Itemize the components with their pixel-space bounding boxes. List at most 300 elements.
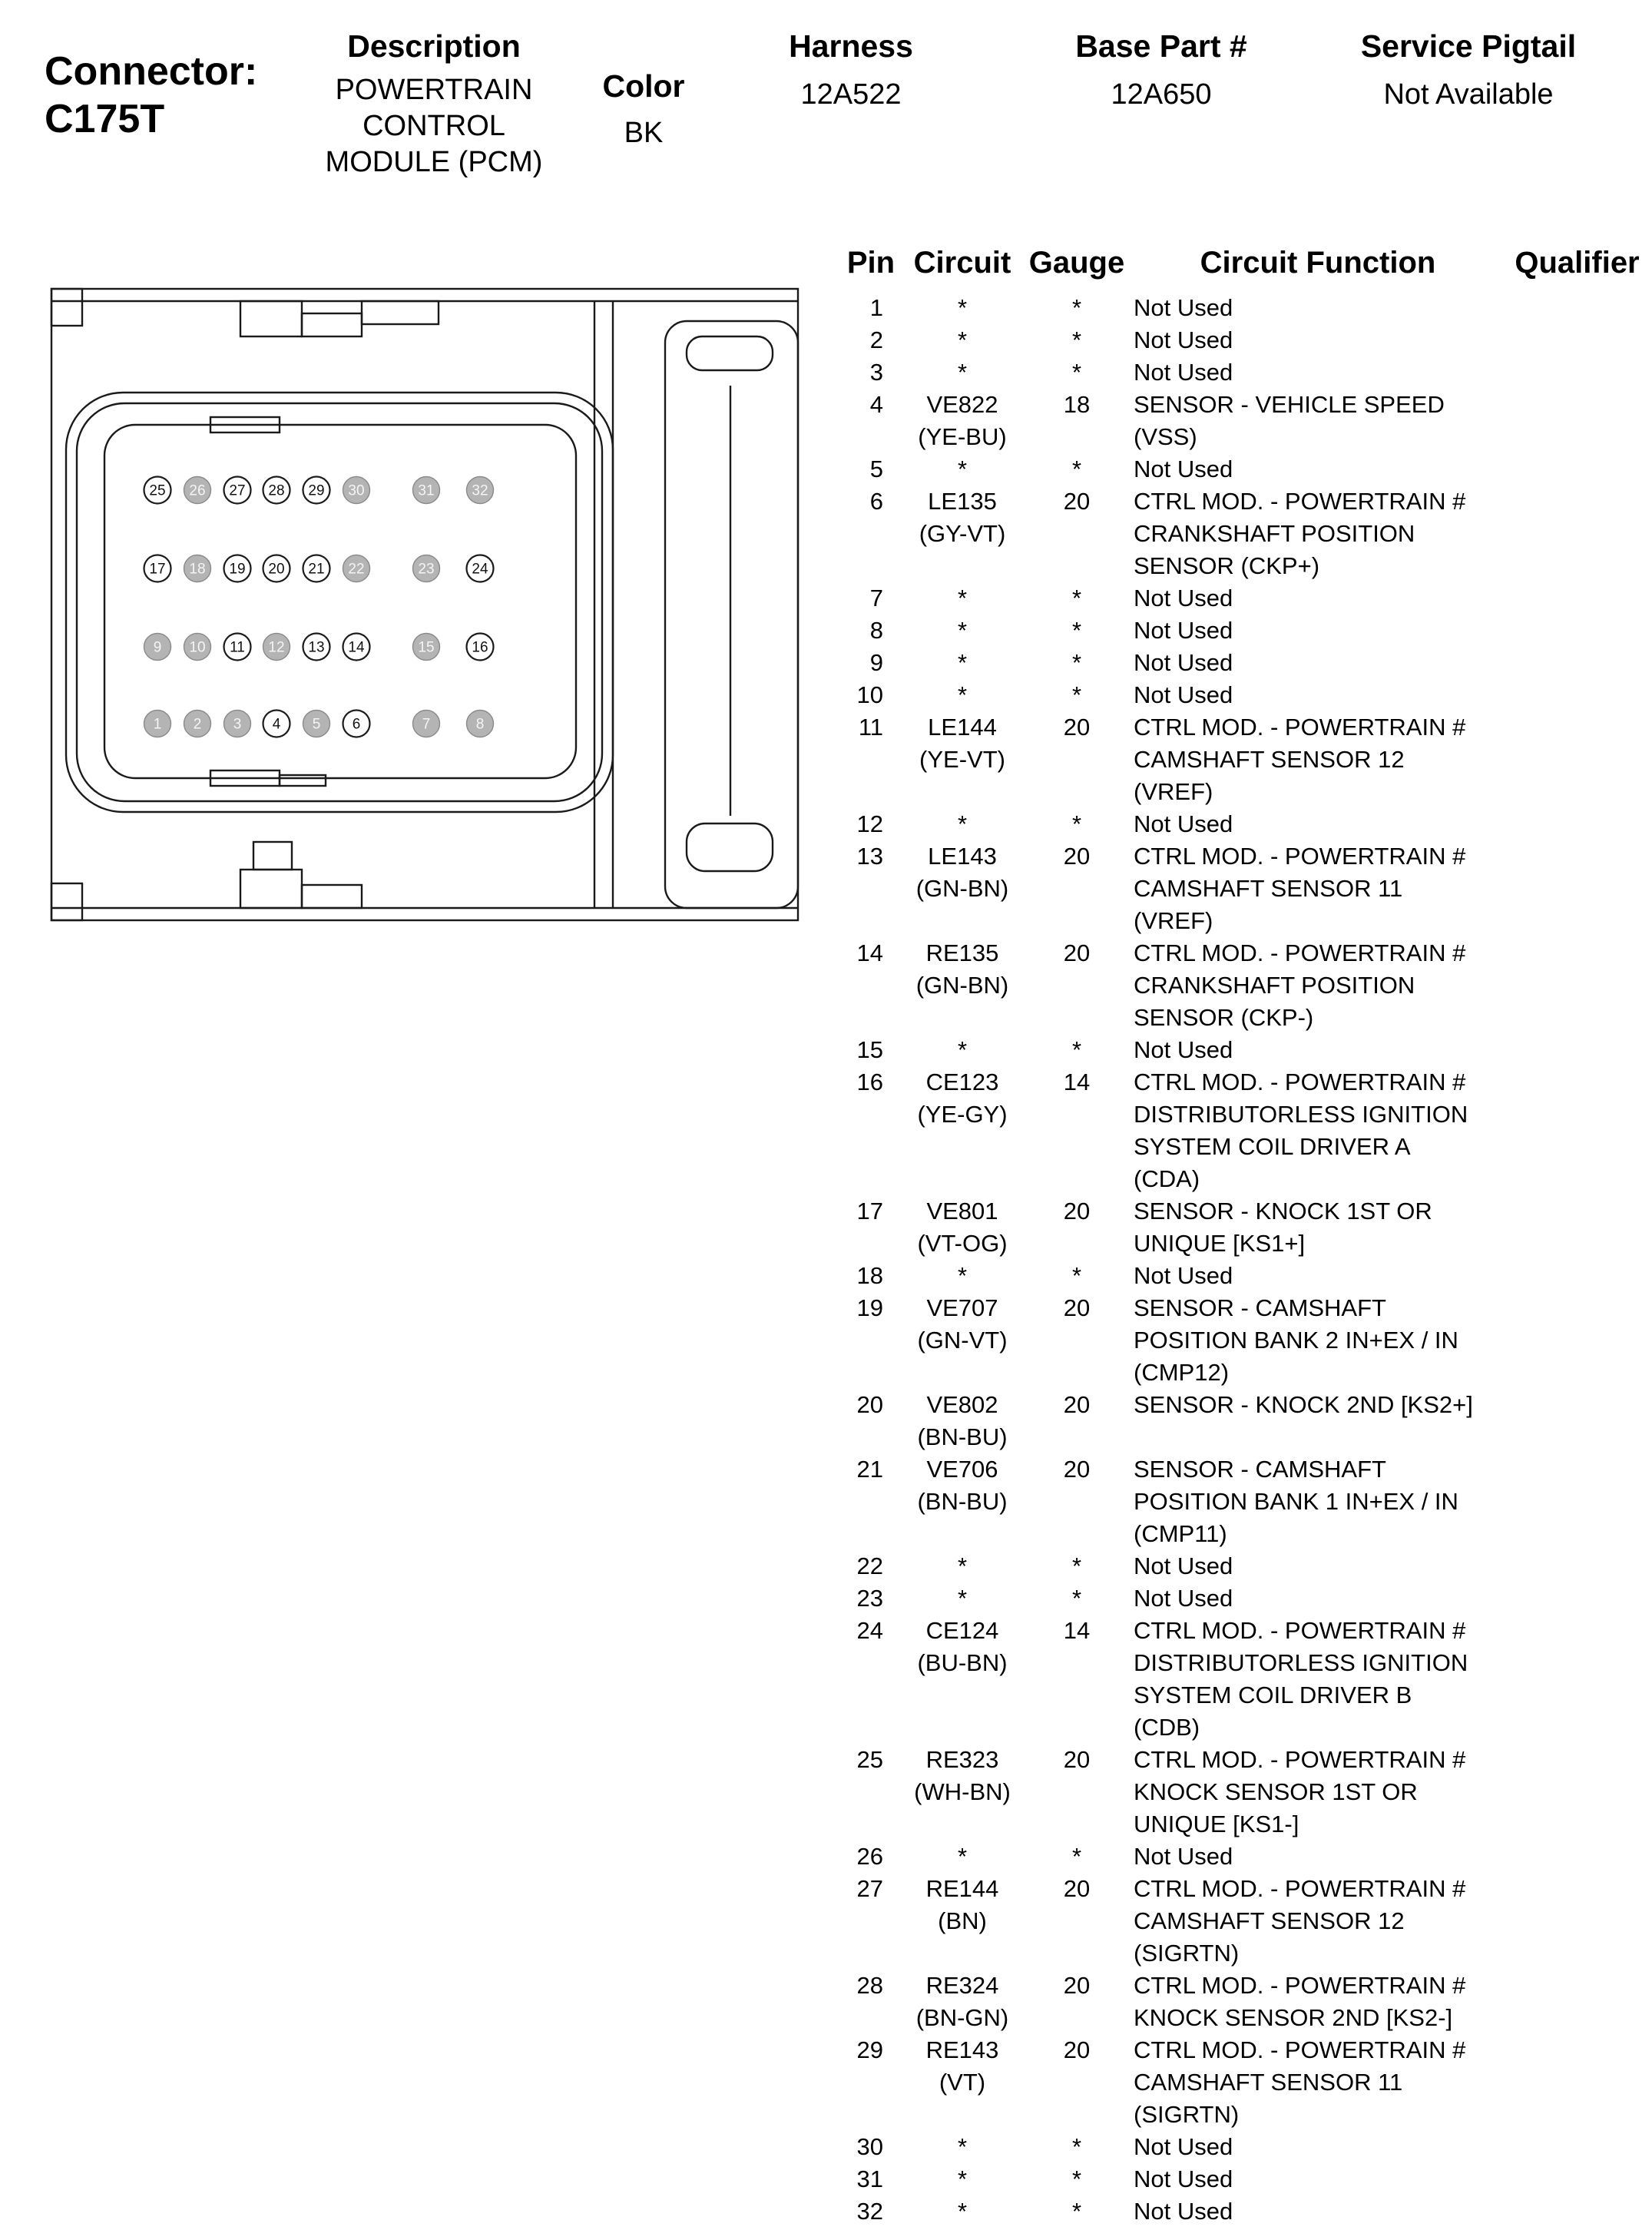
pin-cell bbox=[837, 485, 905, 518]
table-row bbox=[837, 1066, 1652, 1195]
function-cell bbox=[1134, 808, 1502, 840]
circuit-cell-line: * bbox=[957, 617, 968, 644]
function-cell-line: (VREF) bbox=[1134, 778, 1213, 805]
circuit-cell bbox=[905, 1034, 1020, 1066]
circuit-cell bbox=[905, 2163, 1020, 2195]
circuit-cell-line: (BN-BU) bbox=[917, 1488, 1008, 1515]
table-row bbox=[837, 1582, 1652, 1615]
function-cell-line: Not Used bbox=[1134, 456, 1233, 482]
gauge-cell bbox=[1020, 2034, 1134, 2066]
circuit-cell bbox=[905, 453, 1020, 485]
function-cell bbox=[1134, 1389, 1502, 1421]
gauge-cell-line: 20 bbox=[1063, 1456, 1091, 1483]
gauge-cell-line: 18 bbox=[1063, 391, 1091, 418]
pin-cell-line: 18 bbox=[856, 1262, 883, 1289]
pin-cell-line: 25 bbox=[856, 1746, 883, 1773]
gauge-cell-line: * bbox=[1071, 2198, 1082, 2225]
circuit-cell-line: (YE-BU) bbox=[918, 423, 1007, 450]
function-cell bbox=[1134, 1550, 1502, 1582]
gauge-cell bbox=[1020, 1453, 1134, 1486]
pin-cell-line: 31 bbox=[856, 2165, 883, 2192]
gauge-cell bbox=[1020, 1550, 1134, 1582]
pin-table-header bbox=[837, 244, 1652, 281]
gauge-cell-line: * bbox=[1071, 649, 1082, 676]
base-part-label: Base Part # bbox=[1075, 28, 1247, 64]
circuit-cell-line: * bbox=[957, 1262, 968, 1289]
function-cell bbox=[1134, 1195, 1502, 1260]
function-cell bbox=[1134, 1873, 1502, 1970]
pin-cell-line: 1 bbox=[869, 294, 883, 321]
gauge-cell bbox=[1020, 1066, 1134, 1098]
circuit-cell bbox=[905, 1582, 1020, 1615]
function-cell-line: (VREF) bbox=[1134, 907, 1213, 934]
pin-cell bbox=[837, 453, 905, 485]
gauge-cell-line: * bbox=[1071, 1585, 1082, 1612]
description-label: Description bbox=[347, 28, 521, 64]
circuit-cell-line: RE135 bbox=[925, 939, 999, 966]
pin-cell-line: 30 bbox=[856, 2133, 883, 2160]
pin-cell bbox=[837, 1615, 905, 1647]
gauge-cell bbox=[1020, 1744, 1134, 1776]
circuit-cell-line: * bbox=[957, 810, 968, 837]
gauge-cell-line: * bbox=[1071, 681, 1082, 708]
gauge-cell-line: * bbox=[1071, 617, 1082, 644]
table-row bbox=[837, 1841, 1652, 1873]
function-cell-line: CTRL MOD. - POWERTRAIN # bbox=[1134, 2036, 1466, 2063]
function-cell-line: Not Used bbox=[1134, 294, 1233, 321]
table-row bbox=[837, 453, 1652, 485]
function-cell-line: KNOCK SENSOR 2ND [KS2-] bbox=[1134, 2004, 1453, 2031]
circuit-cell-line: RE324 bbox=[925, 1972, 999, 1999]
function-cell bbox=[1134, 1292, 1502, 1389]
table-row bbox=[837, 1615, 1652, 1744]
gauge-cell-line: 20 bbox=[1063, 1391, 1091, 1418]
pin-cell bbox=[837, 1873, 905, 1905]
circuit-cell-line: (VT) bbox=[939, 2069, 986, 2096]
gauge-cell bbox=[1020, 1195, 1134, 1228]
pin-cell-line: 17 bbox=[856, 1198, 883, 1224]
pin-cell bbox=[837, 1970, 905, 2002]
gauge-cell bbox=[1020, 453, 1134, 485]
gauge-cell-line: * bbox=[1071, 1036, 1082, 1063]
circuit-cell-line: * bbox=[957, 294, 968, 321]
function-cell bbox=[1134, 1744, 1502, 1841]
pin-2-number: 2 bbox=[193, 716, 202, 733]
table-row bbox=[837, 1970, 1652, 2034]
circuit-cell-line: (GN-BN) bbox=[915, 875, 1009, 902]
col-header-circuit: Circuit bbox=[913, 246, 1011, 280]
pin-13-number: 13 bbox=[308, 639, 325, 656]
table-row bbox=[837, 808, 1652, 840]
circuit-cell bbox=[905, 1744, 1020, 1808]
pin-cell bbox=[837, 1260, 905, 1292]
circuit-cell bbox=[905, 485, 1020, 550]
circuit-cell-line: LE144 bbox=[928, 714, 997, 741]
function-cell bbox=[1134, 1034, 1502, 1066]
gauge-cell bbox=[1020, 324, 1134, 356]
pin-cell-line: 20 bbox=[856, 1391, 883, 1418]
function-cell-line: CRANKSHAFT POSITION bbox=[1134, 972, 1415, 999]
connector-diagram bbox=[45, 286, 824, 939]
circuit-cell bbox=[905, 937, 1020, 1002]
table-row bbox=[837, 1292, 1652, 1389]
harness-value: 12A522 bbox=[800, 78, 902, 111]
pin-cell-line: 29 bbox=[856, 2036, 883, 2063]
gauge-cell-line: 20 bbox=[1063, 1294, 1091, 1321]
pin-cell-line: 14 bbox=[856, 939, 883, 966]
service-pigtail-label: Service Pigtail bbox=[1360, 28, 1577, 64]
table-row bbox=[837, 582, 1652, 615]
function-cell-line: CTRL MOD. - POWERTRAIN # bbox=[1134, 1972, 1466, 1999]
pin-cell-line: 8 bbox=[869, 617, 883, 644]
circuit-cell-line: CE124 bbox=[925, 1617, 999, 1644]
gauge-cell bbox=[1020, 1841, 1134, 1873]
circuit-cell-line: * bbox=[957, 456, 968, 482]
pin-cell-line: 26 bbox=[856, 1843, 883, 1870]
pin-6-number: 6 bbox=[352, 716, 361, 733]
table-row bbox=[837, 647, 1652, 679]
gauge-cell bbox=[1020, 840, 1134, 873]
pin-7-number: 7 bbox=[422, 716, 431, 733]
gauge-cell bbox=[1020, 647, 1134, 679]
pin-15-number: 15 bbox=[418, 639, 435, 656]
function-cell-line: DISTRIBUTORLESS IGNITION bbox=[1134, 1649, 1468, 1676]
pin-cell bbox=[837, 582, 905, 615]
table-row bbox=[837, 292, 1652, 324]
pin-cell bbox=[837, 1292, 905, 1324]
color-label: Color bbox=[602, 68, 685, 104]
circuit-cell-line: (BN) bbox=[938, 1907, 987, 1934]
function-cell-line: CTRL MOD. - POWERTRAIN # bbox=[1134, 1617, 1466, 1644]
gauge-cell-line: 20 bbox=[1063, 1198, 1091, 1224]
gauge-cell bbox=[1020, 2195, 1134, 2228]
function-cell-line: CTRL MOD. - POWERTRAIN # bbox=[1134, 939, 1466, 966]
function-cell-line: SENSOR - CAMSHAFT bbox=[1134, 1294, 1386, 1321]
gauge-cell-line: 20 bbox=[1063, 1746, 1091, 1773]
connector-label: Connector: bbox=[45, 49, 258, 94]
gauge-cell-line: 20 bbox=[1063, 1972, 1091, 1999]
function-cell bbox=[1134, 292, 1502, 324]
circuit-cell bbox=[905, 840, 1020, 905]
function-cell bbox=[1134, 647, 1502, 679]
pin-11-number: 11 bbox=[230, 639, 245, 656]
circuit-cell-line: (BN-GN) bbox=[915, 2004, 1009, 2031]
function-cell-line: (CDA) bbox=[1134, 1165, 1200, 1192]
function-cell-line: UNIQUE [KS1+] bbox=[1134, 1230, 1306, 1257]
function-cell-line: SENSOR - CAMSHAFT bbox=[1134, 1456, 1386, 1483]
function-cell-line: SENSOR (CKP+) bbox=[1134, 552, 1320, 579]
pin-cell bbox=[837, 1389, 905, 1421]
circuit-cell bbox=[905, 1260, 1020, 1292]
table-row bbox=[837, 2034, 1652, 2131]
pin-cell-line: 11 bbox=[858, 714, 883, 741]
circuit-cell-line: * bbox=[957, 649, 968, 676]
circuit-cell bbox=[905, 1970, 1020, 2034]
function-cell-line: CTRL MOD. - POWERTRAIN # bbox=[1134, 488, 1466, 515]
table-row bbox=[837, 485, 1652, 582]
pin-9-number: 9 bbox=[153, 639, 162, 656]
circuit-cell-line: * bbox=[957, 585, 968, 611]
circuit-cell bbox=[905, 1389, 1020, 1453]
pin-3-number: 3 bbox=[233, 716, 242, 733]
function-cell-line: POSITION BANK 1 IN+EX / IN bbox=[1134, 1488, 1458, 1515]
pin-28-number: 28 bbox=[268, 482, 285, 499]
function-cell bbox=[1134, 711, 1502, 808]
function-cell-line: Not Used bbox=[1134, 810, 1233, 837]
circuit-cell-line: (WH-BN) bbox=[914, 1778, 1011, 1805]
circuit-cell-line: * bbox=[957, 1036, 968, 1063]
function-cell-line: Not Used bbox=[1134, 617, 1233, 644]
table-row bbox=[837, 2195, 1652, 2228]
col-header-pin: Pin bbox=[846, 246, 896, 280]
pin-24-number: 24 bbox=[472, 561, 488, 578]
circuit-cell-line: * bbox=[957, 2133, 968, 2160]
gauge-cell-line: * bbox=[1071, 2133, 1082, 2160]
gauge-cell bbox=[1020, 937, 1134, 969]
circuit-cell bbox=[905, 582, 1020, 615]
gauge-cell bbox=[1020, 1615, 1134, 1647]
table-row bbox=[837, 1389, 1652, 1453]
connector-id: C175T bbox=[45, 97, 165, 141]
pin-cell-line: 10 bbox=[856, 681, 883, 708]
function-cell-line: CTRL MOD. - POWERTRAIN # bbox=[1134, 1746, 1466, 1773]
function-cell-line: CAMSHAFT SENSOR 11 bbox=[1134, 2069, 1403, 2096]
table-row bbox=[837, 679, 1652, 711]
circuit-cell bbox=[905, 1453, 1020, 1518]
function-cell bbox=[1134, 324, 1502, 356]
function-cell-line: (CMP12) bbox=[1134, 1359, 1230, 1386]
pin-cell bbox=[837, 1550, 905, 1582]
gauge-cell-line: * bbox=[1071, 2165, 1082, 2192]
pin-cell-line: 9 bbox=[869, 649, 883, 676]
pin-cell-line: 4 bbox=[869, 391, 883, 418]
function-cell-line: CAMSHAFT SENSOR 12 bbox=[1134, 1907, 1405, 1934]
table-row bbox=[837, 1260, 1652, 1292]
circuit-cell-line: VE706 bbox=[926, 1456, 998, 1483]
gauge-cell bbox=[1020, 1292, 1134, 1324]
gauge-cell-line: 20 bbox=[1063, 843, 1091, 870]
gauge-cell bbox=[1020, 615, 1134, 647]
pin-cell bbox=[837, 389, 905, 421]
pin-cell bbox=[837, 840, 905, 873]
circuit-cell-line: VE801 bbox=[926, 1198, 998, 1224]
function-cell-line: CRANKSHAFT POSITION bbox=[1134, 520, 1415, 547]
pin-cell-line: 15 bbox=[856, 1036, 883, 1063]
pin-1-number: 1 bbox=[153, 716, 162, 733]
function-cell bbox=[1134, 582, 1502, 615]
pin-cell bbox=[837, 1066, 905, 1098]
circuit-cell-line: * bbox=[957, 681, 968, 708]
pin-cell-line: 28 bbox=[856, 1972, 883, 1999]
gauge-cell bbox=[1020, 1034, 1134, 1066]
function-cell-line: Not Used bbox=[1134, 1552, 1233, 1579]
circuit-cell-line: (GY-VT) bbox=[919, 520, 1006, 547]
pin-cell-line: 27 bbox=[856, 1875, 883, 1902]
table-row bbox=[837, 1744, 1652, 1841]
circuit-cell-line: LE135 bbox=[928, 488, 997, 515]
table-row bbox=[837, 1195, 1652, 1260]
function-cell bbox=[1134, 615, 1502, 647]
pin-21-number: 21 bbox=[308, 561, 325, 578]
circuit-cell-line: (BN-BU) bbox=[917, 1423, 1008, 1450]
pin-cell bbox=[837, 2034, 905, 2066]
circuit-cell bbox=[905, 711, 1020, 776]
function-cell-line: Not Used bbox=[1134, 1585, 1233, 1612]
table-row bbox=[837, 2163, 1652, 2195]
gauge-cell bbox=[1020, 582, 1134, 615]
base-part-value: 12A650 bbox=[1111, 78, 1212, 111]
col-header-function: Circuit Function bbox=[1200, 246, 1436, 280]
pin-17-number: 17 bbox=[149, 561, 166, 578]
function-cell-line: POSITION BANK 2 IN+EX / IN bbox=[1134, 1327, 1458, 1354]
pin-cell bbox=[837, 808, 905, 840]
function-cell bbox=[1134, 1582, 1502, 1615]
function-cell-line: CAMSHAFT SENSOR 11 bbox=[1134, 875, 1403, 902]
table-row bbox=[837, 1873, 1652, 1970]
function-cell bbox=[1134, 1260, 1502, 1292]
pin-cell bbox=[837, 679, 905, 711]
gauge-cell bbox=[1020, 292, 1134, 324]
pin-cell bbox=[837, 1744, 905, 1776]
circuit-cell bbox=[905, 389, 1020, 453]
col-header-qualifier: Qualifier bbox=[1515, 246, 1640, 280]
pin-cell-line: 6 bbox=[869, 488, 883, 515]
function-cell-line: Not Used bbox=[1134, 1262, 1233, 1289]
function-cell-line: Not Used bbox=[1134, 2133, 1233, 2160]
pin-29-number: 29 bbox=[308, 482, 325, 499]
function-cell bbox=[1134, 1453, 1502, 1550]
function-cell-line: CTRL MOD. - POWERTRAIN # bbox=[1134, 1069, 1466, 1095]
gauge-cell-line: 20 bbox=[1063, 1875, 1091, 1902]
pin-4-number: 4 bbox=[272, 716, 281, 733]
function-cell-line: Not Used bbox=[1134, 326, 1233, 353]
gauge-cell bbox=[1020, 1389, 1134, 1421]
function-cell-line: SYSTEM COIL DRIVER B bbox=[1134, 1682, 1412, 1708]
circuit-cell bbox=[905, 1550, 1020, 1582]
connector-title bbox=[45, 48, 257, 143]
pin-table-body bbox=[837, 292, 1652, 2228]
circuit-cell-line: VE822 bbox=[926, 391, 998, 418]
pin-cell-line: 23 bbox=[856, 1585, 883, 1612]
table-row bbox=[837, 356, 1652, 389]
function-cell bbox=[1134, 2131, 1502, 2163]
circuit-cell-line: (BU-BN) bbox=[917, 1649, 1008, 1676]
pin-32-number: 32 bbox=[472, 482, 488, 499]
circuit-cell-line: (VT-OG) bbox=[917, 1230, 1008, 1257]
circuit-cell-line: (GN-BN) bbox=[915, 972, 1009, 999]
circuit-cell bbox=[905, 324, 1020, 356]
pin-cell-line: 12 bbox=[856, 810, 883, 837]
circuit-cell bbox=[905, 1195, 1020, 1260]
circuit-cell bbox=[905, 1292, 1020, 1357]
gauge-cell-line: 14 bbox=[1063, 1069, 1091, 1095]
function-cell bbox=[1134, 356, 1502, 389]
gauge-cell-line: 20 bbox=[1063, 939, 1091, 966]
function-cell-line: SENSOR - KNOCK 2ND [KS2+] bbox=[1134, 1391, 1473, 1418]
header-col-description bbox=[280, 28, 588, 181]
harness-label: Harness bbox=[789, 28, 913, 64]
circuit-cell-line: (GN-VT) bbox=[917, 1327, 1008, 1354]
function-cell bbox=[1134, 840, 1502, 937]
table-row bbox=[837, 389, 1652, 453]
circuit-cell bbox=[905, 1615, 1020, 1679]
header-col-base-part bbox=[1046, 28, 1276, 113]
function-cell-line: (SIGRTN) bbox=[1134, 2101, 1240, 2128]
gauge-cell bbox=[1020, 485, 1134, 518]
function-cell bbox=[1134, 453, 1502, 485]
pin-8-number: 8 bbox=[475, 716, 485, 733]
pin-27-number: 27 bbox=[229, 482, 246, 499]
table-row bbox=[837, 1453, 1652, 1550]
circuit-cell-line: LE143 bbox=[928, 843, 997, 870]
pin-25-number: 25 bbox=[149, 482, 166, 499]
function-cell-line: Not Used bbox=[1134, 1036, 1233, 1063]
pin-cell bbox=[837, 2163, 905, 2195]
table-row bbox=[837, 615, 1652, 647]
circuit-cell bbox=[905, 1066, 1020, 1131]
gauge-cell-line: * bbox=[1071, 294, 1082, 321]
pin-cell bbox=[837, 324, 905, 356]
pin-cell-line: 13 bbox=[856, 843, 883, 870]
function-cell bbox=[1134, 679, 1502, 711]
pin-cell-line: 7 bbox=[869, 585, 883, 611]
pin-cell bbox=[837, 2131, 905, 2163]
connector-drawing bbox=[45, 286, 824, 939]
circuit-cell bbox=[905, 808, 1020, 840]
circuit-cell bbox=[905, 2195, 1020, 2228]
circuit-cell-line: * bbox=[957, 2198, 968, 2225]
function-cell bbox=[1134, 2163, 1502, 2195]
circuit-cell-line: * bbox=[957, 1585, 968, 1612]
gauge-cell bbox=[1020, 679, 1134, 711]
function-cell-line: Not Used bbox=[1134, 1843, 1233, 1870]
table-row bbox=[837, 324, 1652, 356]
gauge-cell bbox=[1020, 389, 1134, 421]
circuit-cell-line: RE143 bbox=[925, 2036, 999, 2063]
circuit-cell-line: (YE-VT) bbox=[919, 746, 1005, 773]
gauge-cell-line: 20 bbox=[1063, 2036, 1091, 2063]
function-cell bbox=[1134, 1970, 1502, 2034]
circuit-cell-line: CE123 bbox=[925, 1069, 999, 1095]
pin-26-number: 26 bbox=[189, 482, 206, 499]
function-cell-line: CTRL MOD. - POWERTRAIN # bbox=[1134, 714, 1466, 741]
function-cell bbox=[1134, 485, 1502, 582]
function-cell bbox=[1134, 1615, 1502, 1744]
function-cell-line: SYSTEM COIL DRIVER A bbox=[1134, 1133, 1411, 1160]
pin-cell bbox=[837, 1034, 905, 1066]
description-value: POWERTRAIN CONTROL MODULE (PCM) bbox=[325, 74, 543, 178]
pin-cell-line: 22 bbox=[856, 1552, 883, 1579]
function-cell bbox=[1134, 1066, 1502, 1195]
gauge-cell-line: 20 bbox=[1063, 714, 1091, 741]
circuit-cell-line: VE802 bbox=[926, 1391, 998, 1418]
function-cell-line: KNOCK SENSOR 1ST OR bbox=[1134, 1778, 1418, 1805]
gauge-cell bbox=[1020, 1582, 1134, 1615]
table-row bbox=[837, 840, 1652, 937]
pin-cell-line: 2 bbox=[869, 326, 883, 353]
table-row bbox=[837, 1550, 1652, 1582]
function-cell-line: Not Used bbox=[1134, 649, 1233, 676]
function-cell bbox=[1134, 389, 1502, 453]
pin-cell bbox=[837, 1582, 905, 1615]
pin-cell-line: 24 bbox=[856, 1617, 883, 1644]
function-cell bbox=[1134, 937, 1502, 1034]
pin-grid bbox=[144, 477, 494, 737]
function-cell-line: DISTRIBUTORLESS IGNITION bbox=[1134, 1101, 1468, 1128]
gauge-cell bbox=[1020, 1873, 1134, 1905]
function-cell-line: Not Used bbox=[1134, 585, 1233, 611]
pin-cell bbox=[837, 647, 905, 679]
